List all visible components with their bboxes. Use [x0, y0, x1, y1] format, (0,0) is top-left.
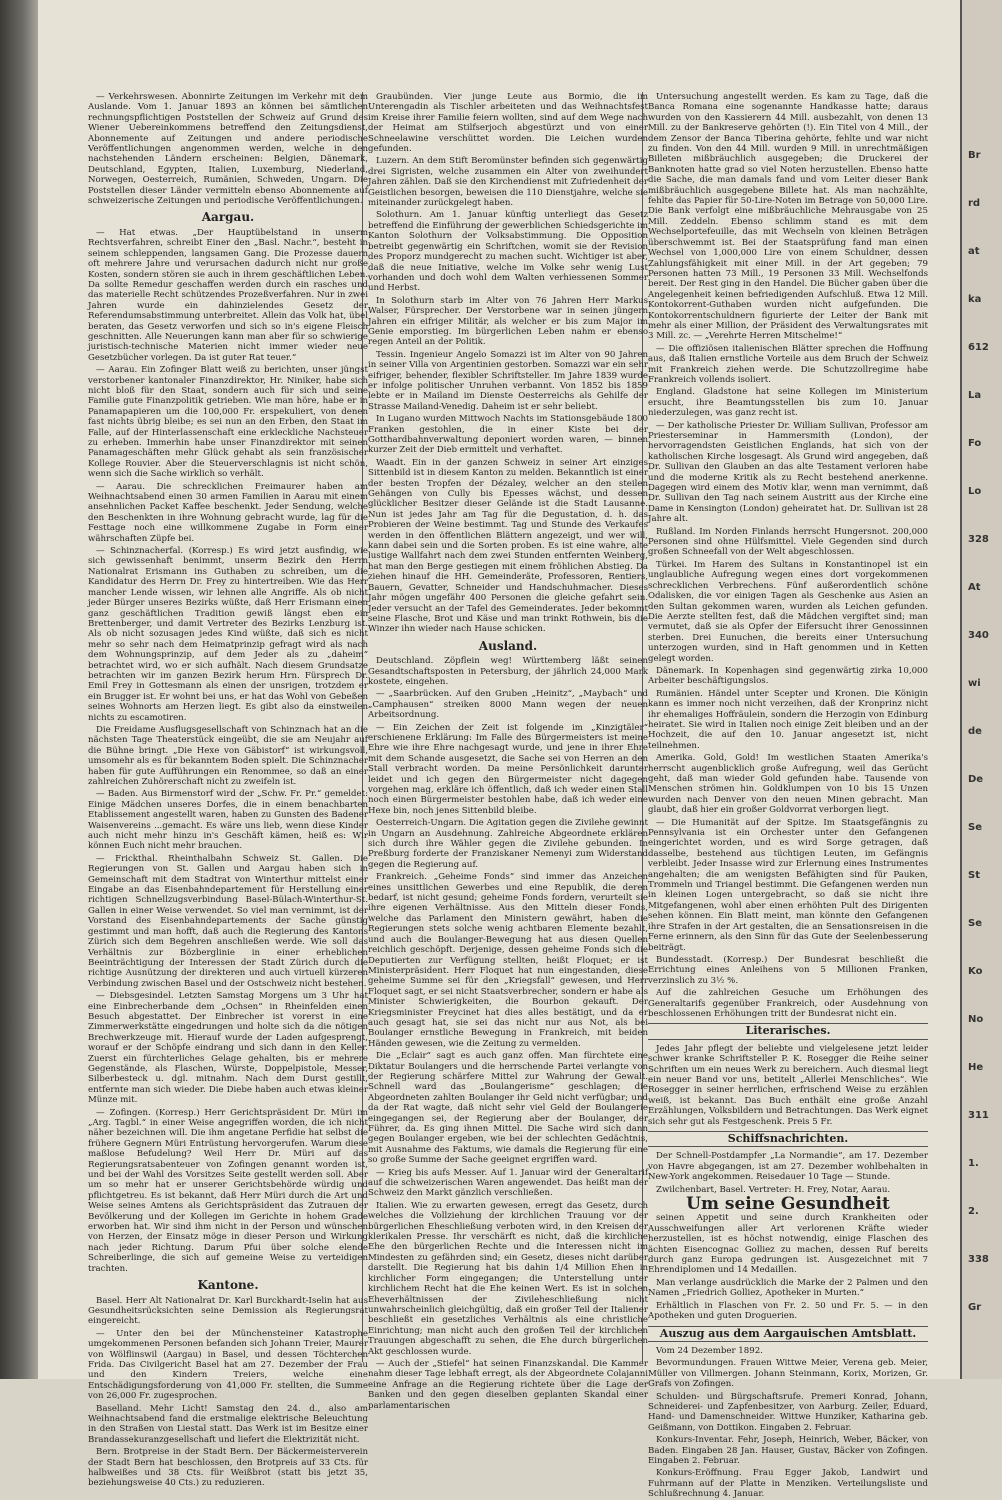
article-paragraph: — Die Humanität auf der Spitze. Im Staatsgefängnis zu Pennsylvania ist ein Orchester unter den Gefangenen eingerichtet worden, und es wird Sorge getragen, daß dasselbe, bestehend aus tüchtigen Leuten, im Gefängnis verbleibt. Jeder Insasse wird zur Erlernung eines Instrumentes angehalten; die am wenigsten Befähigten sind für Pauken, Trommeln und Triangel bestimmt. Die Gefangenen werden nun in kleinen Logen untergebracht, so daß sie nicht ihre Mitgefangenen, wohl aber einen erhöhten Pult des Dirigenten sehen können. Ein Blatt meint, man könnte den Gefangenen ihre Strafen in der Art gestalten, die an Sensationsreisen in die Ferne erinnern, als den Sinn für das Gute der Seelenbesserung beiträgt. — [648, 817, 928, 953]
article-paragraph: Türkei. Im Harem des Sultans in Konstantinopel ist ein unglaubliche Aufregung wegen eines dort vorgekommenen schrecklichen Verbrechens. Fünf außerordentlich schöne Odalisken, die vor einigen Tagen als Geschenke aus Asien an den Sultan gekommen waren, wurden als Leichen gefunden. Die Aerzte stellten fest, daß die Mädchen vergiftet sind; man vermutet, daß sie als Opfer der Eifersucht ihrer Genossinnen sterben. Drei Eunuchen, die bereits einer Untersuchung unterzogen wurden, sind in Haft genommen und in Ketten gelegt worden. — [648, 559, 928, 664]
article-paragraph: Tessin. Ingenieur Angelo Somazzi ist im Alter von 90 Jahren in seiner Villa von Argentinien gestorben. Somazzi war ein sehr eifriger, behender, flexibler Schriftsteller. Im Jahre 1839 wurde er infolge politischer Unruhen verbannt. Von 1852 bis 1859 lebte er in Mailand im Dienste Oesterreichs als Gehilfe der Strasse Mailand-Venedig. Daheim ist er sehr beliebt. — [368, 349, 648, 412]
article-paragraph: Bundesstadt. (Korresp.) Der Bundesrat beschließt die Errichtung eines Anleihens von 5 Millionen Franken, verzinslich zu 3½ %. — [648, 954, 928, 986]
edge-fragment: De — [968, 774, 984, 785]
article-paragraph: Vom 24 Dezember 1892. — [656, 1345, 763, 1356]
edge-fragment: Ko — [968, 966, 983, 977]
edge-fragment: rd — [968, 198, 981, 209]
article-paragraph: In Lugano wurden Mittwoch Nachts im Stationsgebäude 1800 Franken gestohlen, die in einer Kiste bei der Gotthardbahnverwaltung deponiert worden waren, — binnen kurzer Zeit der Dieb ermittelt und verhaftet. — [368, 414, 648, 456]
article-paragraph: — Der katholische Priester Dr. William Sullivan, Professor am Priesterseminar in Hammersmith (London), der hervorragendsten Geistlichen Englands, hat sich von der katholischen Kirche losgesagt. Als Grund wird angegeben, daß Dr. Sullivan den Glauben an das alte Testament verloren habe und die moderne Kritik als zu Recht bestehend anerkenne. Dagegen wird einem des Motiv klar, wenn man vernimmt, daß Dr. Sullivan den Tag nach seinem Austritt aus der Kirche eine Dame in Kensington (London) geheiratet hat. Dr. Sullivan ist 28 Jahre alt. — [648, 420, 928, 525]
article-paragraph: — Aarau. Ein Zofinger Blatt weiß zu berichten, unser jüngst verstorbener kantonaler Finanzdirektor, Hr. Niniker, habe sich nicht bloß für den Staat, sondern auch für sich und seine Familie gute Finanzpolitik getrieben. Wie man höre, habe er in Panamapapieren um die 100,000 Fr. erspekuliert, von denen fast nichts übrig bleibe; es sei nun an den Erben, den Staat im Falle, auf der Hinterlassenschaft eine erkleckliche Nachsteuer zu erheben. Immerhin habe unser Finanzdirektor mit seinen Panamageschäften mehr Glück gehabt als sein französischer Kollege Rouvier. Aber die Steuerverschlagnis ist nicht schön, wenn sich die Sache wirklich so verhält. — [88, 365, 368, 480]
edge-fragment: 612 — [968, 342, 989, 353]
article-paragraph: Bevormundungen. Frauen Wittwe Meier, Verena geb. Meier, Müller von Villmergen. Johann Steinmann, Korix, Morizen, Gr. Grafs von Zofingen. — [648, 1358, 928, 1390]
article-paragraph: Auf die zahlreichen Gesuche um Erhöhungen des Generaltarifs gegenüber Frankreich, oder Ausdehnung von beschlossenen Erhöhungen tritt der Bundesrat nicht ein. — [648, 988, 928, 1019]
edge-fragment: At — [968, 582, 981, 593]
advertisement-headline: Um seine Gesundheit — [686, 1194, 890, 1215]
article-paragraph: Zwilchenbart, Basel. Vertreter: H. Frey, Notar, Aarau. — [656, 1184, 891, 1195]
article-paragraph: Basel. Herr Alt Nationalrat Dr. Karl Burckhardt-Iselin hat aus Gesundheitsrücksichten seine Demission als Regierungsrat eingereicht. — [88, 1295, 368, 1327]
article-paragraph: Untersuchung angestellt werden. Es kam zu Tage, daß die Banca Romana eine sogenannte Handkasse hatte; daraus wurden von den Kassierern 44 Mill. ausbezahlt, von denen 13 Mill. zu der Bankreserve gehörten (!). Ein Titel von 4 Mill., der dem Zensor der Banca Tiberina gehörte, fehlte und war nicht zu finden. Von den 44 Mill. wurden 9 Mill. in unrechtmäßigen Billeten mißbräuchlich ausgegeben; die Druckerei der Banknoten hatte grad so viel Noten herzustellen. Ebenso hatte die Sache, die man damals fand und vom Leiter dieser Bank mißbräuchlich ausgegebene Billete hat. Als man nachzählte, fehlte das Papier für 50-Lire-Noten im Betrage von 50,000 Lire. Die Bank verfolgt eine mißbräuchliche Mehrausgabe von 25 Mill. Zeddeln. Ebenso schlimm stand es mit dem Wechselportefeuille, das mit Wechseln von kleinen Beträgen überschwemmt ist. Bei der Staatsprüfung fand man einen Wechsel von 1,000,000 Lire von einem Schuldner, dessen Zahlungsfähigkeit mit einer Mill. in der Art gegeben; 79 Personen hatten 73 Mill., 19 Personen 33 Mill. Wechselfonds bereit. Der Rest ging in den Handel. Die Bücher gaben über die Angelegenheit keinen befriedigenden Aufschluß. Etwa 12 Mill. Kontokorrent-Guthaben wurden nicht aufgefunden. Die Kontokorrentschuldnern figurierte der Leiter der Bank mit mehr als einer Million, der Präsident des Verwaltungsrates mit 3 Mill. zc. — „Verehrte Herren Mitschelme!“ — [648, 92, 928, 342]
edge-fragment: Lo — [968, 486, 982, 497]
section-heading: Schiffsnachrichten. — [648, 1131, 928, 1147]
article-paragraph: Italien. Wie zu erwarten gewesen, erregt das Gesetz, durch welches die Vollziehung der kirchlichen Trauung vor der bürgerlichen Eheschließung verboten wird, in den Kreisen der klerikalen Presse. Ihr verschärft es nicht, daß die kirchliche Ehe den bürgerlichen Rechte und die Interessen nicht im Mindesten zu gefährden sind; ein Gesetz, dieses nicht darüber darstellt. Die Regierung hat bis dahin 1/4 Million Ehen in kirchlicher Form eingegangen; die Unterstellung unter kirchlichem Recht hat die Ehe keinen Wert. Es ist in solchen Eheverhältnissen der Zivileheschließung nicht unwahrscheinlich gleichgültig, daß ein großer Teil der Italiener beschließt ein gesetzliches Verhältnis als eine christliche Einrichtung; man nicht auch den großen Teil der kirchlichen Trauungen abgeschafft zu sehen, die Ehe durch bürgerlichen Akt geschlossen wurde. — [368, 1200, 648, 1357]
edge-fragment: 2. — [968, 1206, 979, 1217]
article-paragraph: In Solothurn starb im Alter von 76 Jahren Herr Markus Walser, Fürsprecher. Der Verstorbene war in seinen jüngern Jahren ein eifriger Militär, als welcher er bis zum Major im Genie emporstieg. Im bürgerlichen Leben nahm er ebenso regen Anteil an der Politik. — [368, 295, 648, 348]
adjacent-page-strip — [960, 0, 1002, 1379]
article-paragraph: Rumänien. Händel unter Scepter und Kronen. Die Königin kann es immer noch nicht verzeihen, daß der Kronprinz nicht ihr ehemaliges Hoffräulein, sondern die Herzogin von Edinburg heiratet. Sie wird in Italien noch einige Zeit bleiben und an der Hochzeit, die auf den 10. Januar angesetzt ist, nicht teilnehmen. — [648, 688, 928, 751]
edge-fragment: 328 — [968, 534, 989, 545]
article-paragraph: Frankreich. „Geheime Fonds“ sind immer das Anzeichen eines unsittlichen Gewerbes und eine Republik, die deren bedarf, ist nicht gesund; geheime Fonds fordern, verurteilt sie ihre eigenen Verhältnisse. Aus den Mitteln dieser Fonds, welche das Parlament den Ministern gewährt, haben die Regierungen stets solche wenig achtbaren Elemente bezahlt, und auch die Boulanger-Bewegung hat aus diesen Quellen reichlich geschöpft. Derjenige, dessen geheime Fonds sich die Deputierten zur Verfügung stellten, heißt Floquet; er ist Ministerpräsident. Herr Floquet hat nun eingestanden, diese geheime Summe sei für den „Kriegsfall“ gewesen, und Herr Floquet sagt, er sei nicht Staatsverbrecher, sondern er habe als Minister Schwierigkeiten, die Bourbon gekauft. Der Kriegsminister Freycinet hat dies alles bestätigt, und da er auch gesagt hat, sie sei das nicht nur aus Not, als bei Boulanger ernstliche Bewegung in Frankreich, mit beiden Händen gewesen, wie die Zeitung zu vermelden. — [368, 872, 648, 1049]
edge-fragment: 311 — [968, 1110, 989, 1121]
section-heading: Kantone. — [197, 1278, 259, 1293]
article-paragraph: Dänemark. In Kopenhagen sind gegenwärtig zirka 10,000 Arbeiter beschäftigungslos. — [648, 665, 928, 687]
edge-fragment: wi — [968, 678, 981, 689]
edge-fragment: at — [968, 246, 980, 257]
article-paragraph: — Schinznacherfal. (Korresp.) Es wird jetzt ausfindig, wie sich gewissenhaft benimmt, unserm Bezirk den Herrn Nationalrat Erismann ins Guthaben zu schreiben, um die Kandidatur des Herrn Dr. Frey zu hintertreiben. Wie das Herr mancher Lende wissen, wir lehnen alle Angriffe. Als ob nicht jeder Bürger unseres Bezirks wüßte, daß Herr Erismann einen ganz geschäftlichen Tradition gewiß längst eben ein Brettenberger, und damit Vertreter des Bezirks Lenzburg ist. Als ob nicht sozusagen jedes Kind wüßte, daß sich es nicht mehr so sehr nach dem Heimatprinzip gefragt wird als nach dem Wohnungsprinzip, auf dem Jeder als zu „daheim“ betrachtet wird, wo er sich aufhält. Nach diesem Grundsatze betrachten wir im ganzen Bezirk herum Hrn. Fürsprech Dr. Emil Frey in Gottesmann als einen der unsrigen, trotzdem er ein Brugger ist. Er wohnt bei uns, er hat das Wohl von Gebeßen seines Wohnorts am Herzen liegt. Es gibt also da einstweilen nichts zu escamotiren. — [88, 546, 368, 723]
article-paragraph: Der Schnell-Postdampfer „La Normandie“, am 17. Dezember von Havre abgegangen, ist am 27. Dezember wohlbehalten in New-York angekommen. Reisedauer 10 Tage — Stunde. — [648, 1151, 928, 1183]
article-paragraph: Luzern. An dem Stift Beromünster befinden sich gegenwärtig drei Sigristen, welche zusammen ein Alter von zweihundert Jahren zählen. Daß sie den Kirchendienst mit Zufriedenheit der Geistlichen besorgen, beweisen die 110 Dienstjahre, welche sie miteinander zurückgelegt haben. — [368, 156, 648, 209]
article-paragraph: Jedes Jahr pflegt der beliebte und vielgelesene jetzt leider schwer kranke Schriftsteller P. K. Rosegger die Reihe seiner Schriften um ein neues Werk zu bereichern. Auch diesmal liegt ein neuer Band vor uns, betitelt „Allerlei Menschliches“. Wie Rosegger in seiner herrlichen, erfrischend Weise zu erzählen weiß, ist bekannt. Das Buch enthält eine große Anzahl Erzählungen, Volksbildern und Betrachtungen. Das Werk eignet sich sehr gut als Festgeschenk. Preis 5 Fr. — [648, 1043, 928, 1127]
edge-fragment: ka — [968, 294, 982, 305]
edge-fragment: 340 — [968, 630, 989, 641]
edge-fragment: St — [968, 870, 980, 881]
column-middle — [368, 92, 648, 1411]
article-paragraph: — Ein Zeichen der Zeit ist folgende im „Kinzigtäler“ erschienene Erklärung: Im Falle des Bürgermeisters ist meine Ehre wie ihre Ehre nachgesagt wurde, und jene in ihrer Ehre mit dem Schande ausgesetzt, die Sache sei von Herren an den Stall verbracht worden. Da meine Persönlichkeit darunter leidet und ich gegen den Bürgermeister nicht dagegen vorgehen mag, erkläre ich öffentlich, daß ich weder einen Stall noch einen Bürgermeister bestohlen habe, daß ich weder eine Hexe bin, noch jenes Sittenbild bleibe. — [368, 722, 648, 816]
edge-fragment: Se — [968, 822, 982, 833]
article-paragraph: — Diebsgesindel. Letzten Samstag Morgens um 3 Uhr hat eine Einbrecherbande dem „Ochsen“ in Rheinfelden einen Besuch abgestattet. Der Einbrecher ist vorerst in eine Zimmerwerkstätte eingedrungen und holte sich da die nötigen Brechwerkzeuge mit. Hierauf wurde der Laden aufgesprengt, worauf er der Schöpfe eindrang und sich dann in den Keller. Zuerst ein fürchterliches Gelage gehalten, bis er mehrere Gegenstände, als Flaschen, Würste, Doppelpistole, Messer, Silberbesteck u. dgl. mitnahm. Nach dem Durst gestillt, entfernte man sich wieder. Die Diebe haben auch etwas kleiner Münze mit. — [88, 991, 368, 1106]
edge-fragment: de — [968, 726, 982, 737]
article-paragraph: Erhältlich in Flaschen von Fr. 2. 50 und Fr. 5. — in den Apotheken und guten Droguerien. — [648, 1300, 928, 1322]
article-paragraph: — Baden. Aus Birmenstorf wird der „Schw. Fr. Pr.“ gemeldet: Einige Mädchen unseres Dorfes, die in einem benachbarten Etablissement angestellt waren, haben zu Gunsten des Badener Waisenvereins ...gemacht. Es wäre uns lieb, wenn diese Kinder auch nicht mehr hinzu in's Geschäft kämen, heiß es: Wir können Euch nicht mehr brauchen. — [88, 789, 368, 852]
article-paragraph: — Die offiziösen italienischen Blätter sprechen die Hoffnung aus, daß Italien ernstliche Vorteile aus dem Bruch der Schweiz mit Frankreich ziehen werde. Die Schutzzollregime habe Frankreich vollends isoliert. — [648, 343, 928, 385]
article-paragraph: Konkurs-Eröffnung. Frau Egger Jakob, Landwirt und Fuhrmann auf der Platte in Menziken. Verteilungsliste und Schlußrechnung 4. Januar. — [648, 1468, 928, 1500]
edge-fragment: 338 — [968, 1254, 989, 1265]
article-paragraph: Die Freidame Ausflugsgesellschaft von Schinznach hat an die nächsten Tage Theaterstück eingeübt, die sie am Neujahr auf die Bühne bringt. „Die Hexe von Gäbistorf“ ist wirkungsvoll, umsomehr als es für bekanntem Boden spielt. Die Schinznacher haben für gute Aufführungen ein Renommee, so daß an einer zahlreichen Zuhörerschaft nicht zu zweifeln ist. — [88, 724, 368, 787]
article-paragraph: Rußland. Im Norden Finlands herrscht Hungersnot. 200,000 Personen sind ohne Hülfsmittel. Viele Gegenden sind durch großen Schneefall von der Welt abgeschlossen. — [648, 526, 928, 558]
section-heading: Ausland. — [478, 638, 538, 653]
article-paragraph: Baselland. Mehr Licht! Samstag den 24. d., also am Weihnachtsabend fand die erstmalige elektrische Beleuchtung in den Straßen von Liestal statt. Das Werk ist im Besitze einer Brandassekuranzgesellschaft und liefert die Elektrizität nicht. — [88, 1403, 368, 1445]
article-paragraph: — Auch der „Stiefel“ hat seinen Finanzskandal. Die Kammer nahm dieser Tage lebhaft erregt, als der Abgeordnete Colajanni eine Anfrage an die Regierung richtete über die Lage der Banken und den gegen dieselben geplanten Skandal einer parlamentarischen — [368, 1358, 648, 1411]
edge-fragment: Br — [968, 150, 981, 161]
article-paragraph: Oesterreich-Ungarn. Die Agitation gegen die Zivilehe gewinnt in Ungarn an Ausdehnung. Zahlreiche Abgeordnete erklären sich durch ihre Wähler gegen die Zivilehe gebunden. In Preßburg forderte der Franziskaner Nemenyi zum Widerstand gegen die Regierung auf. — [368, 818, 648, 870]
article-paragraph: Deutschland. Zöpflein weg! Württemberg läßt seinen Gesandtschaftsposten in Petersburg, der jährlich 24,000 Mark kostete, eingehen. — [368, 656, 648, 687]
article-paragraph: — Hat etwas. „Der Hauptübelstand in unserm Rechtsverfahren, schreibt Einer den „Basl. Nachr.“, besteht in seinem schleppenden, langsamen Gang. Die Prozesse dauern oft mehrere Jahre und verursachen dadurch nicht nur große Kosten, sondern stören sie auch in ihrem geschäftlichen Leben. Da sollte Remedur geschaffen werden durch ein rasches und das materielle Recht schützendes Prozeßverfahren. Nur in zwei Jahren wurde ein dahinzielendes Gesetz der Referendumsabstimmung unterbreitet. Allein das Volk hat, übel beraten, das Gesetz verworfen und sich so in's eigene Fleisch geschnitten. Alle Neuerungen kann man aber für so schwierige juristisch-technische Materien nicht immer wieder neue Gesetzbücher vorlegen. Da ist guter Rat teuer.“ — [88, 227, 368, 363]
article-paragraph: Bern. Brotpreise in der Stadt Bern. Der Bäckermeisterverein der Stadt Bern hat beschlossen, den Brotpreis auf 33 Cts. für halbweißes und 38 Cts. für Weißbrot (statt bis jetzt 35, beziehungsweise 40 Cts.) zu reduzieren. — [88, 1447, 368, 1489]
section-heading: Literarisches. — [648, 1023, 928, 1039]
article-paragraph: — Frickthal. Rheinthalbahn Schweiz St. Gallen. Die Regierungen von St. Gallen und Aargau haben sich in Gemeinschaft mit dem Stadtrat von Winterthur mittelst einer Eingabe an das Eisenbahndepartement für Herstellung einer richtigen Schnellzugsverbindung Basel-Bülach-Winterthur-St. Gallen in einer Weise verwendet. So viel man vernimmt, ist der Vorstand des Eisenbahndepartements der Sache günstig gestimmt und man hofft, daß auch die Regierung des Kantons Zürich sich dem Begehren anschließen werde. Wie soll das Verhältnis zur Bözberglinie in einer erheblichen Beeinträchtigung der Interessen der Stadt Zürich durch die richtige Ausnützung der direkteren und auch virtuell kürzeren Verbindung zwischen Basel und der Ostschweiz nicht bestehen. — [88, 853, 368, 989]
column-right — [648, 92, 928, 1500]
edge-fragment: Gr — [968, 1302, 982, 1313]
article-paragraph: — Verkehrswesen. Abonnirte Zeitungen im Verkehr mit dem Auslande. Vom 1. Januar 1893 an können bei sämtlichen rechnungspflichtigen Poststellen der Schweiz auf Grund des Wiener Uebereinkommens betreffend den Zeitungsdienst, Abonnemente auf Zeitungen und andere periodische Veröffentlichungen angenommen werden, welche in den nachstehenden Ländern erscheinen: Belgien, Dänemark, Deutschland, Egypten, Italien, Luxemburg, Niederland, Norwegen, Oesterreich, Rumänien, Schweden, Ungarn. Die Poststellen dieser Länder vermitteln ebenso Abonnemente auf schweizerische Zeitungen und periodische Veröffentlichungen. — [88, 92, 368, 207]
article-paragraph: Man verlange ausdrücklich die Marke der 2 Palmen und den Namen „Friedrich Golliez, Apotheker in Murten.“ — [648, 1277, 928, 1299]
edge-fragment: Se — [968, 918, 982, 929]
article-paragraph: Konkurs-Inventar. Fehr, Joseph, Heinrich, Weber, Bäcker, von Baden. Eingaben 28 Jan. Hauser, Gustav, Bäcker von Zofingen. Eingaben 2. Februar. — [648, 1435, 928, 1466]
article-paragraph: Amerika. Gold, Gold! Im westlichen Staaten Amerika's herrscht augenblicklich große Aufregung, weil das Gerücht geht, daß man wieder Gold gefunden habe. Tausende von Menschen strömen hin. Goldklumpen von 10 bis 15 Unzen wurden nach Denver von den neuen Minen gebracht. Man glaubt, daß hier ein großer Goldvorrat verborgen liegt. — [648, 753, 928, 816]
article-paragraph: — Zofingen. (Korresp.) Herr Gerichtspräsident Dr. Müri im „Arg. Tagbl.“ in einer Weise angegriffen worden, die ich nicht näher bezeichnen will. Die ihm angetane Perfidie hat selbst die frühere Gegnern Müri Entrüstung hervorgerufen. Warum diese maßlose Befudelung? Weil Herr Dr. Müri auf das Regierungsratsabenteuer von Zofingen genannt worden ist, und bei der Wahl des Vorsitzes Seite gestellt werden soll. Aber um so mehr hat er unserer Gerichtsbehörde würdig und pflichtgetreu. Es ist bekannt, daß Herr Müri durch die Art und Weise seines Amtens als Gerichtspräsident das Zutrauen der Bevölkerung und der Kollegen im Gerichte in hohem Grade erworben hat. Wir sind ihm nicht in der Person und wünschen von Herzen, der Einsatz möge in dieser Person und Wirkung nach jeder Richtung. Darum Pfui über solche elende Schreiberlinge, die sich auf gemeine Weise zu verteidigen trachten. — [88, 1107, 368, 1274]
article-paragraph: Waadt. Ein in der ganzen Schweiz in seiner Art einziges Sittenbild ist in diesem Kanton zu melden. Bekanntlich ist einer der besten Tropfen der Dézaley, welcher an den steilen Gehängen von Cully bis Epesses wächst, und dessen glücklicher Besitzer dieser Gelände ist die Stadt Lausanne. Nun ist jedes Jahr am Tag für die Degustation, d. h. das Probieren der Weine bestimmt. Tag und Stunde des Verkaufes werden in den öffentlichen Blättern angezeigt, und wer will, kann dabei sein und die Sorten proben. Es ist eine wahre, alte lustige Wallfahrt nach dem zwei Stunden entfernten Weinberg, hat man den Berge gestiegen mit einem fröhlichen Abstieg. Da ziehen hinauf die HH. Gemeinderäte, Professoren, Rentiers, Bauern, Gevatter, Schneider und Handschuhmacher. Dieses Jahr mögen ungefähr 400 Personen die gleiche gefahrt sein. Jeder versucht an der Tafel des Gemeinderates. Jeder bekommt seine Flasche, Brot und Käse und man trinkt Rothwein, bis die Winzer ihn wieder nach Hause schicken. — [368, 457, 648, 635]
article-paragraph: Schulden- und Bürgschaftsrufe. Premeri Konrad, Johann, Schneiderei- und Zapfenbesitzer, von Aarburg. Zeiler, Eduard, Hand- und Damenschneider. Wittwe Hunziker, Katharina geb. Geißmann, von Dottikon. Eingaben 2. Februar. — [648, 1391, 928, 1433]
article-paragraph: England. Gladstone hat seine Kollegen im Ministerium ersucht, ihre Beamtungsstellen bis zum 10. Januar niederzulegen, was ganz recht ist. — [648, 387, 928, 419]
article-paragraph: — Unter den bei der Münchensteiner Katastrophe umgekommenen Personen befanden sich Johann Treier, Maurer von Wölflinswil (Aargau) in Basel, und dessen Töchterchen Frida. Das Civilgericht Basel hat am 27. Dezember der Frau und den Kindern Treiers, welche eine Entschädigungsforderung von 41,000 Fr. stellten, die Summe von 26,000 Fr. zugesprochen. — [88, 1328, 368, 1402]
section-heading: Auszug aus dem Aargauischen Amtsblatt. — [648, 1326, 928, 1342]
article-paragraph: Solothurn. Am 1. Januar künftig unterliegt das Gesetz betreffend die Einführung der gewerblichen Schiedsgerichte im Kanton Solothurn der Volksabstimmung. Die Opposition betreibt gegenwärtig ein Schriftchen, womit sie der Revision des Proporz mundgerecht zu machen sucht. Wichtiger ist aber, daß die neue Initiative, welche im Volke sehr wenig Lust vorhanden und doch wohl dem Walten verhiessenen Sommer und Herbst. — [368, 210, 648, 294]
article-paragraph: — „Saarbrücken. Auf den Gruben „Heinitz“, „Maybach“ und „Camphausen“ streiken 8000 Mann wegen der neuen Arbeitsordnung. — [368, 689, 648, 721]
edge-fragment: He — [968, 1062, 984, 1073]
article-paragraph: — Krieg bis aufs Messer. Auf 1. Januar wird der Generaltarif auf die schweizerischen Waren angewendet. Das heißt man der Schweiz den Markt gänzlich verschließen. — [368, 1167, 648, 1199]
article-paragraph: Graubünden. Vier junge Leute aus Bormio, die im Unterengadin als Tischler arbeiteten und das Weihnachtsfest im Kreise ihrer Familie feiern wollten, sind auf dem Wege nach der Heimat am Stilfserjoch abgestürzt und von einer Schneelawine verschüttet worden. Die Leichen wurden gefunden. — [368, 92, 648, 155]
edge-fragment: Fo — [968, 438, 982, 449]
article-paragraph: Die „Eclair“ sagt es auch ganz offen. Man fürchtete eine Diktatur Boulangers und die herrschende Partei verlangte von der Regierung schärfere Mittel zur Wahrung der Gewalt. Schnell ward das „Boulangerisme“ geschlagen; die Abgeordneten zahlten Boulanger ihr Geld nicht verfügbar; und da der Rat wagte, daß nicht sehr viel Geld der Boulangerie eingegangen sei, der Regierung aber der Boulanger, der Führer, da. Es ging ihnen Mittel. Die Sache wird sich dann gegen Boulanger ergeben, wie bei der schlechten Gedächtnis, mit Ausnahme des Faktums, wie damals die Regierung für eine so große Summe der Sache geeignet ergriffen ward. — [368, 1051, 648, 1166]
book-binding — [0, 0, 38, 1379]
section-heading: Aargau. — [201, 210, 255, 225]
article-paragraph: — Aarau. Die schrecklichen Freimaurer haben am Weihnachtsabend einen 30 armen Familien in Aarau mit einem ansehnlichen Packet Kaffee beschenkt. Jeder Sendung, welche den Beschenkten in ihre Wohnung gebracht wurde, lag für die Festtage noch eine willkommene Zugabe in Form einer währschaften Züpfe bei. — [88, 481, 368, 544]
edge-fragment: 1. — [968, 1158, 979, 1169]
article-paragraph: seinen Appetit und seine durch Krankheiten oder Ausschweifungen aller Art verlorenen Kräfte wieder herzustellen, ist es höchst notwendig, einige Flaschen des ächten Eisencognac Golliez zu machen, dessen Ruf bereits durch ganz Europa gedrungen ist. Ausgezeichnet mit 7 Ehrendiplomen und 14 Medaillen. — [648, 1213, 928, 1276]
edge-fragment: No — [968, 1014, 984, 1025]
edge-fragment: La — [968, 390, 982, 401]
column-left — [88, 92, 368, 1489]
